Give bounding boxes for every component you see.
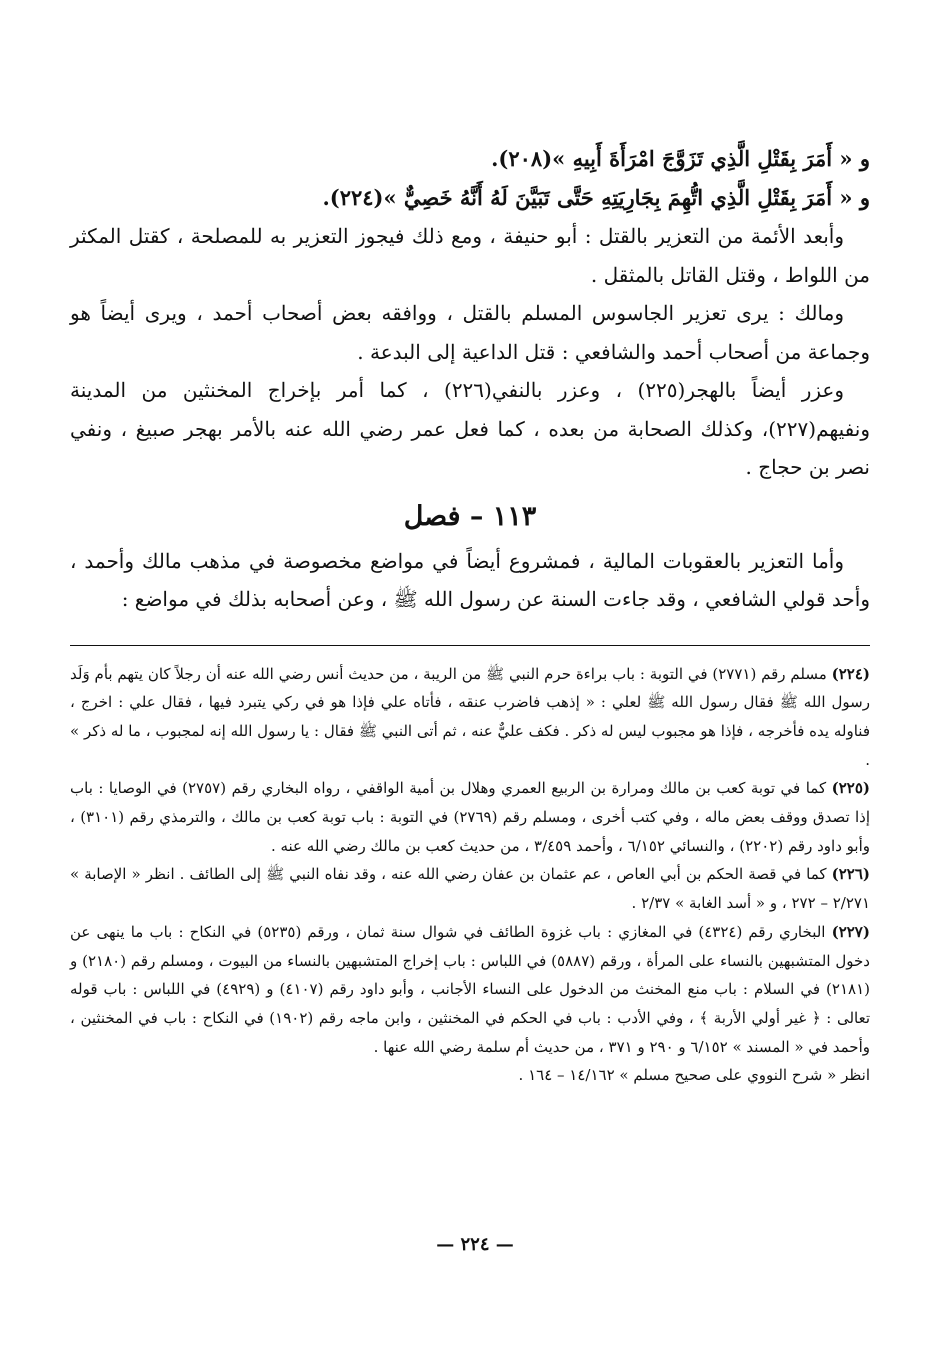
- hadith-line-1: و « أَمَرَ بِقَتْلِ الَّذِي تَزَوَّجَ امْرَأَةَ أَبِيهِ »(٢٠٨).: [491, 146, 870, 171]
- main-text: [70, 140, 870, 619]
- footnote-text: مسلم رقم (٢٧٧١) في التوبة : باب براءة حرم النبي ﷺ من الريبة ، من حديث أنس رضي الله عنه أن رجلاً كان يتهم بأم وَلَد رسول الله ﷺ فقال رسول الله ﷺ لعلي : « إذهب فاضرب عنقه ، فأتاه علي فإذا هو في ركي يتبرد فيها ، فقال علي : اخرج ، فناوله يده فأخرجه ، فإذا هو مجبوب ليس له ذكر . فكف عليٌّ عنه ، ثم أتى النبي ﷺ فقال : يا رسول الله إنه لمجبوب ، ما له ذكر » .: [70, 664, 870, 769]
- paragraph-3: وعزر أيضاً بالهجر(٢٢٥) ، وعزر بالنفي(٢٢٦) ، كما أمر بإخراج المخنثين من المدينة ونفيهم(٢٢٧)، وكذلك الصحابة من بعده ، كما فعل عمر رضي الله عنه بالأمر بهجر صبيغ ، ونفي نصر بن حجاج .: [70, 378, 870, 479]
- footnote-224: [70, 660, 870, 775]
- hadith-line-2: و « أَمَرَ بِقَتْلِ الَّذِي اتُّهِمَ بِجَارِيَتِهِ حَتَّى تَبَيَّنَ لَهُ أَنَّهُ خَصِيٌّ »(٢٢٤).: [322, 184, 870, 210]
- footnote-number: (٢٢٧): [831, 922, 870, 941]
- footnote-226: [70, 860, 870, 917]
- footnote-227: [70, 918, 870, 1062]
- footnote-number: (٢٢٦): [831, 865, 870, 884]
- paragraph-1: وأبعد الأئمة من التعزير بالقتل : أبو حنيفة ، ومع ذلك فيجوز التعزير به للمصلحة ، كقتل المكثر من اللواط ، وقتل القاتل بالمثقل .: [70, 224, 870, 287]
- page-number: — ٢٢٤ —: [436, 1234, 514, 1255]
- footnotes: [70, 660, 870, 1091]
- paragraph-2: ومالك : يرى تعزير الجاسوس المسلم بالقتل ، ووافقه بعض أصحاب أحمد ، ويرى أيضاً هو وجماعة من أصحاب أحمد والشافعي : قتل الداعية إلى البدعة .: [70, 301, 870, 364]
- section-heading: ١١٣ – فصل: [403, 500, 537, 532]
- footnote-225: [70, 774, 870, 860]
- footnote-number: (٢٢٤): [831, 664, 870, 683]
- footnote-text: كما في قصة الحكم بن أبي العاص ، عم عثمان بن عفان رضي الله عنه ، وقد نفاه النبي ﷺ إلى الطائف . انظر « الإصابة » ٢/٢٧١ – ٢٧٢ ، و « أسد الغابة » ٢/٣٧ .: [70, 865, 870, 913]
- footnote-separator: [70, 645, 870, 646]
- footnote-text: البخاري رقم (٤٣٢٤) في المغازي : باب غزوة الطائف في شوال سنة ثمان ، ورقم (٥٢٣٥) في النكاح : باب ما ينهى عن دخول المتشبهين بالنساء على المرأة ، ورقم (٥٨٨٧) في اللباس : باب إخراج المتشبهين بالنساء من البيوت ، ومسلم رقم (٢١٨٠) و (٢١٨١) في السلام : باب منع المخنث من الدخول على النساء الأجانب ، وأبو داود رقم (٤١٠٧) و (٤٩٢٩) في اللباس : باب قوله تعالى : ﴿ غير أولي الأربة ﴾ ، وفي الأدب : باب في الحكم في المخنثين ، وابن ماجه رقم (١٩٠٢) في النكاح : باب في المخنثين ، وأحمد في « المسند » ٦/١٥٢ و ٢٩٠ و ٣٧١ ، من حديث أم سلمة رضي الله عنها .: [70, 922, 870, 1056]
- paragraph-4: وأما التعزير بالعقوبات المالية ، فمشروع أيضاً في مواضع مخصوصة في مذهب مالك وأحمد ، وأحد قولي الشافعي ، وقد جاءت السنة عن رسول الله ﷺ ، وعن أصحابه بذلك في مواضع :: [70, 548, 870, 611]
- footnote-tail: انظر « شرح النووي على صحيح مسلم » ١٤/١٦٢ – ١٦٤ .: [518, 1066, 870, 1085]
- footnote-number: (٢٢٥): [831, 779, 870, 798]
- footnote-text: كما في توبة كعب بن مالك ومرارة بن الربيع العمري وهلال بن أمية الواقفي ، رواه البخاري رقم (٢٧٥٧) في الوصايا : باب إذا تصدق ووقف بعض ماله ، وفي كتب أخرى ، ومسلم رقم (٢٧٦٩) في التوبة : باب توبة كعب بن مالك ، والترمذي رقم (٣١٠١) ، وأبو داود رقم (٢٢٠٢) ، والنسائي ٦/١٥٢ ، وأحمد ٣/٤٥٩ ، من حديث كعب بن مالك رضي الله عنه .: [70, 779, 870, 855]
